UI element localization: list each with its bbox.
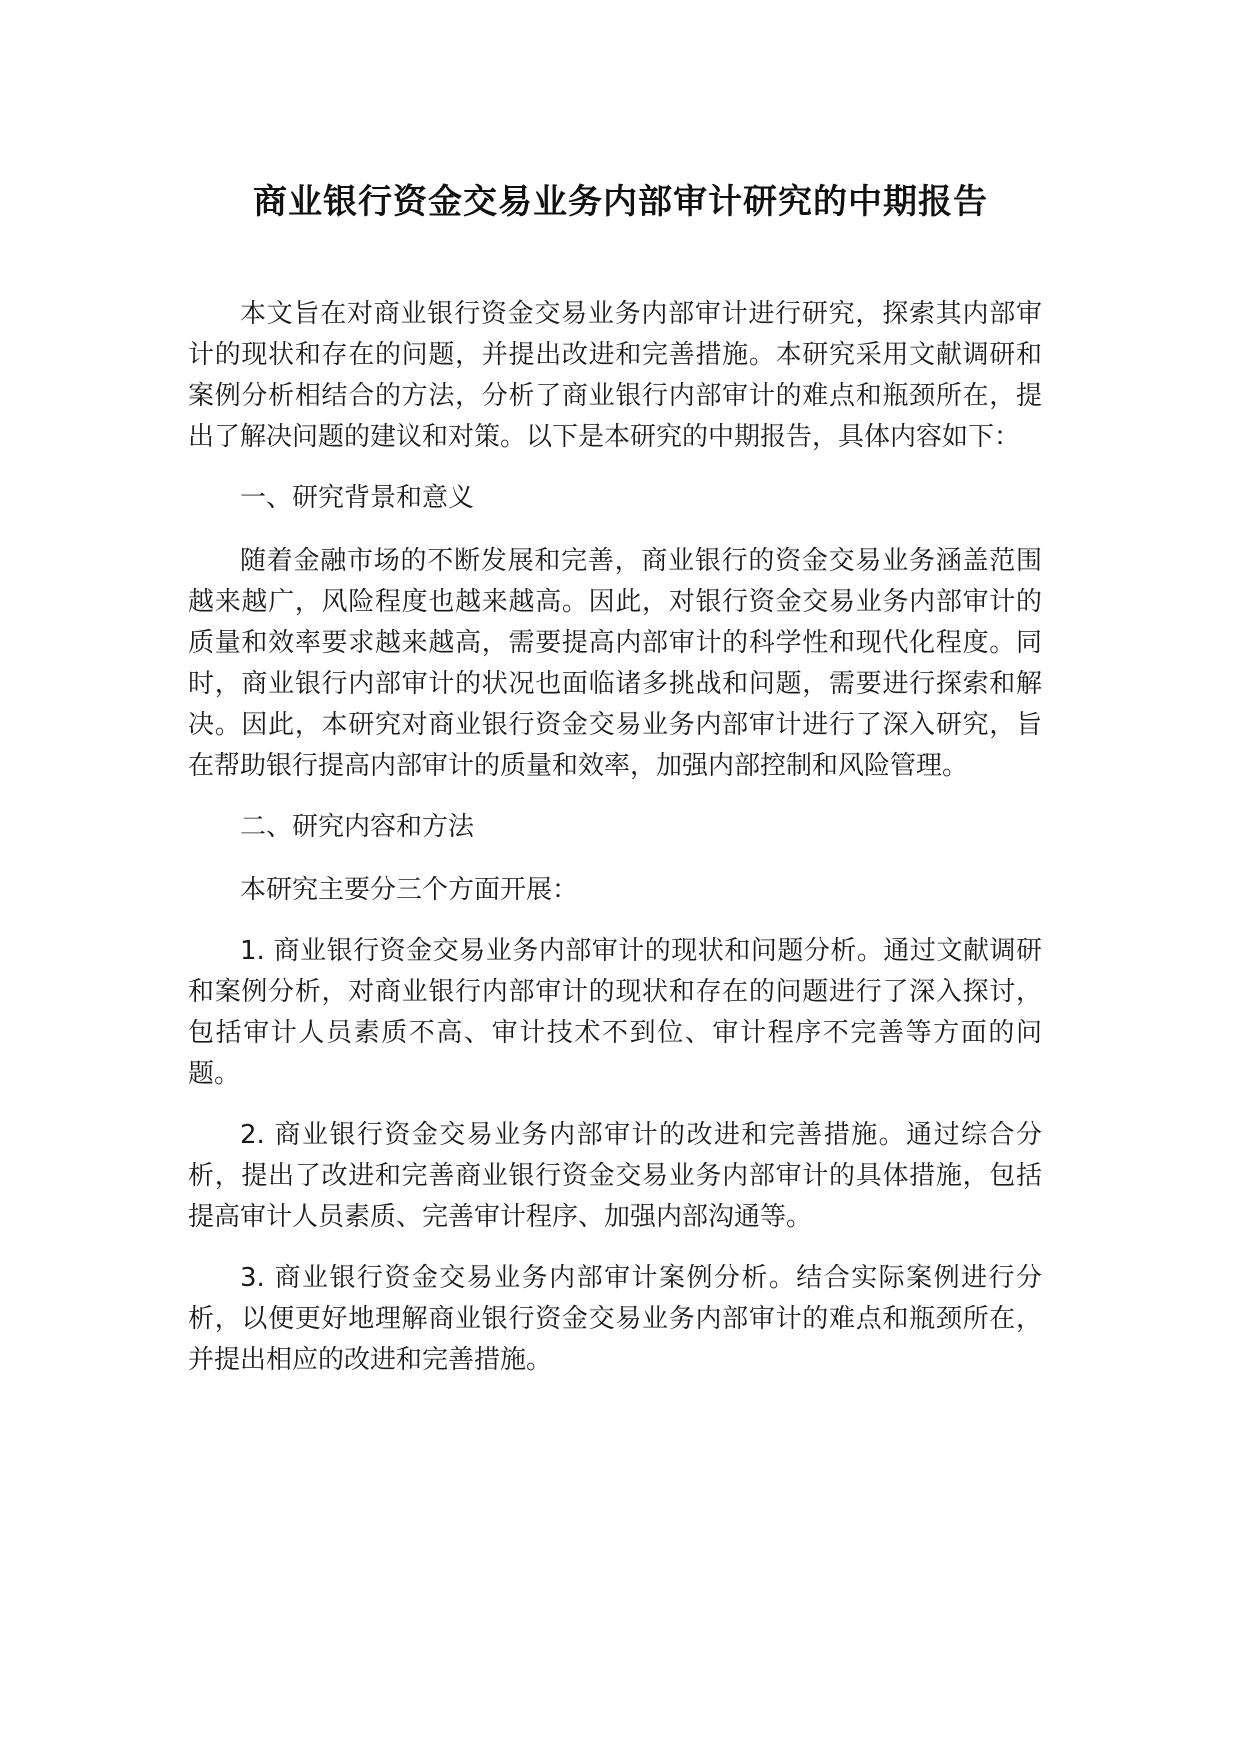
list-item-1-paragraph: 1. 商业银行资金交易业务内部审计的现状和问题分析。通过文献调研和案例分析，对商业银行内部审计的现状和存在的问题进行了深入探讨，包括审计人员素质不高、审计技术不到位、审计程序不完善等方面的问题。 xyxy=(188,936,1042,1089)
content-intro-paragraph: 本研究主要分三个方面开展： xyxy=(240,875,579,905)
list-item-3-paragraph: 3. 商业银行资金交易业务内部审计案例分析。结合实际案例进行分析，以便更好地理解商业银行资金交易业务内部审计的难点和瓶颈所在，并提出相应的改进和完善措施。 xyxy=(188,1263,1042,1375)
intro-paragraph: 本文旨在对商业银行资金交易业务内部审计进行研究，探索其内部审计的现状和存在的问题，并提出改进和完善措施。本研究采用文献调研和案例分析相结合的方法，分析了商业银行内部审计的难点和瓶颈所在，提出了解决问题的建议和对策。以下是本研究的中期报告，具体内容如下： xyxy=(188,299,1042,452)
document-title: 商业银行资金交易业务内部审计研究的中期报告 xyxy=(253,182,988,222)
document-body xyxy=(188,294,1042,1401)
list-item-2-paragraph: 2. 商业银行资金交易业务内部审计的改进和完善措施。通过综合分析，提出了改进和完善商业银行资金交易业务内部审计的具体措施，包括提高审计人员素质、完善审计程序、加强内部沟通等。 xyxy=(188,1120,1042,1232)
section-heading-background: 一、研究背景和意义 xyxy=(240,483,475,513)
background-paragraph: 随着金融市场的不断发展和完善，商业银行的资金交易业务涵盖范围越来越广，风险程度也越来越高。因此，对银行资金交易业务内部审计的质量和效率要求越来越高，需要提高内部审计的科学性和现代化程度。同时，商业银行内部审计的状况也面临诸多挑战和问题，需要进行探索和解决。因此，本研究对商业银行资金交易业务内部审计进行了深入研究，旨在帮助银行提高内部审计的质量和效率，加强内部控制和风险管理。 xyxy=(188,546,1042,781)
section-heading-content-method: 二、研究内容和方法 xyxy=(240,812,475,842)
